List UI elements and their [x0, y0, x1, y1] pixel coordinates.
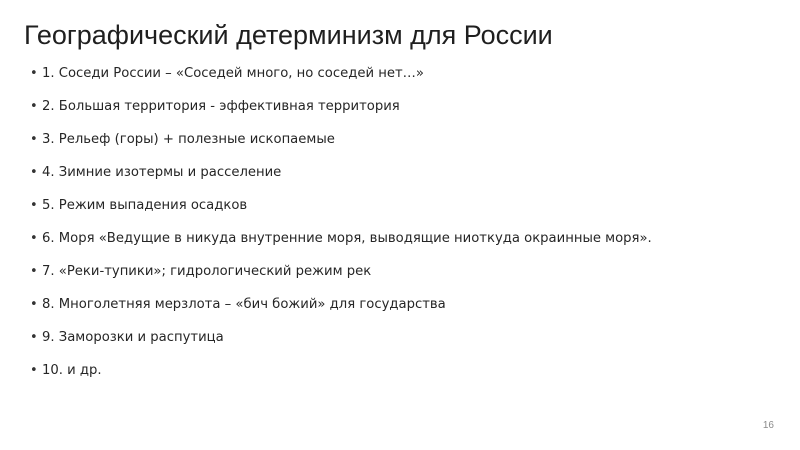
list-item-9	[30, 328, 652, 361]
list-item-6	[30, 229, 652, 262]
list-item-text: 8. Многолетняя мерзлота – «бич божий» для государства	[42, 297, 446, 312]
list-item-text: 1. Соседи России – «Соседей много, но соседей нет…»	[42, 66, 424, 81]
list-item-text: 4. Зимние изотермы и расселение	[42, 165, 282, 180]
bullet-icon: •	[30, 99, 38, 114]
list-item-7	[30, 262, 652, 295]
list-item-text: 7. «Реки-тупики»; гидрологический режим рек	[42, 264, 372, 279]
list-item-text: 2. Большая территория - эффективная территория	[42, 99, 400, 114]
list-item-1	[30, 64, 652, 97]
bullet-icon: •	[30, 297, 38, 312]
bullet-icon: •	[30, 264, 38, 279]
list-item-text: 9. Заморозки и распутица	[42, 330, 224, 345]
bullet-icon: •	[30, 231, 38, 246]
list-item-text: 5. Режим выпадения осадков	[42, 198, 248, 213]
page-number: 16	[762, 420, 774, 431]
list-item-8	[30, 295, 652, 328]
bullet-icon: •	[30, 66, 38, 81]
list-item-text: 3. Рельеф (горы) + полезные ископаемые	[42, 132, 335, 147]
list-item-text: 10. и др.	[42, 363, 102, 378]
slide-title: Географический детерминизм для России	[24, 20, 553, 50]
bullet-list	[30, 64, 652, 394]
list-item-text: 6. Моря «Ведущие в никуда внутренние моря, выводящие ниоткуда окраинные моря».	[42, 231, 652, 246]
list-item-3	[30, 130, 652, 163]
bullet-icon: •	[30, 165, 38, 180]
bullet-icon: •	[30, 330, 38, 345]
list-item-4	[30, 163, 652, 196]
list-item-2	[30, 97, 652, 130]
bullet-icon: •	[30, 132, 38, 147]
list-item-5	[30, 196, 652, 229]
bullet-icon: •	[30, 363, 38, 378]
list-item-10	[30, 361, 652, 394]
bullet-icon: •	[30, 198, 38, 213]
